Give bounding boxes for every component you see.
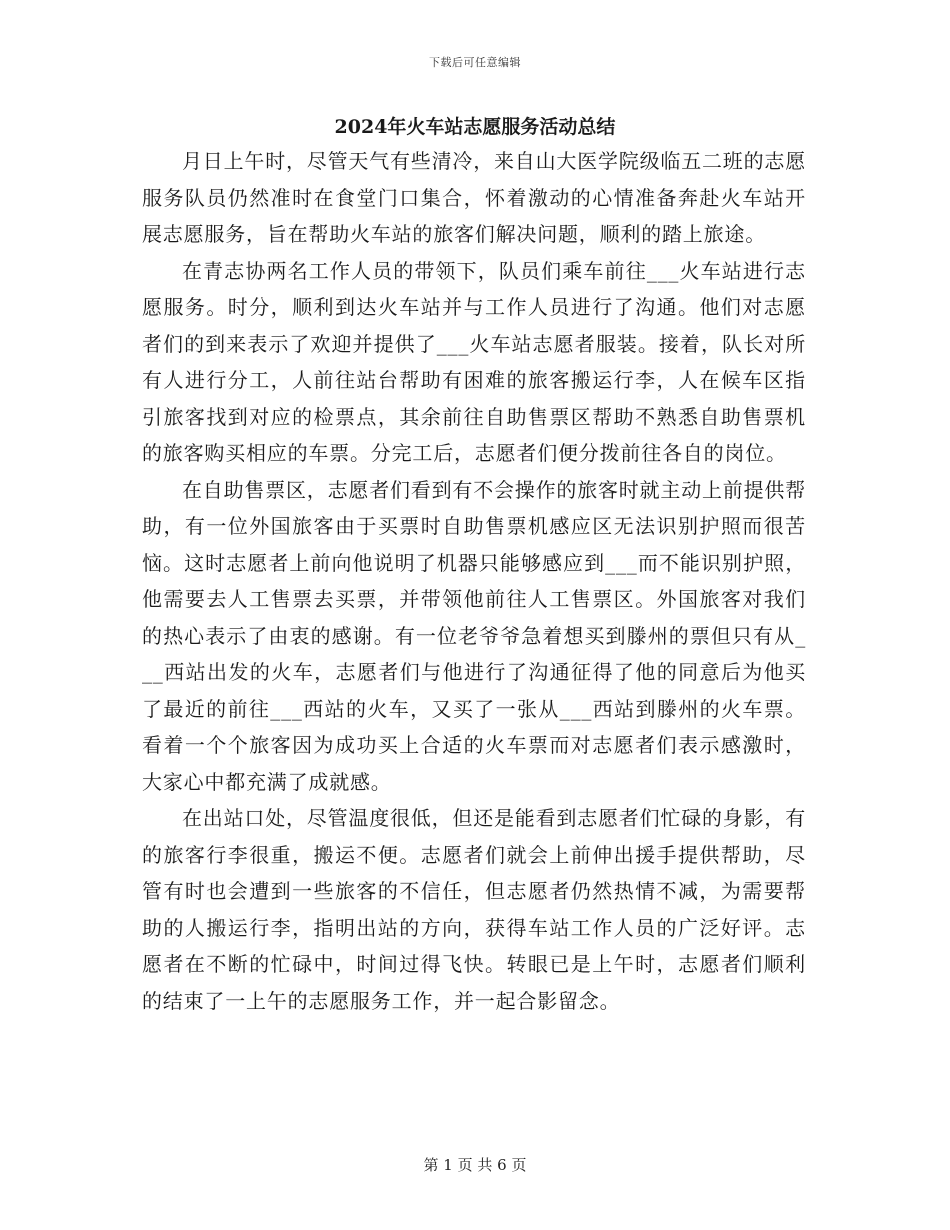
page-number: 第 1 页 共 6 页	[423, 1156, 527, 1174]
paragraph-1: 月日上午时，尽管天气有些清冷，来自山大医学院级临五二班的志愿服务队员仍然准时在食堂门口集合，怀着激动的心情准备奔赴火车站开展志愿服务，旨在帮助火车站的旅客们解决问题，顺利的踏上旅途。	[142, 149, 806, 246]
header-note: 下载后可任意编辑	[429, 56, 521, 69]
document-title: 2024年火车站志愿服务活动总结	[334, 116, 616, 138]
paragraph-2: 在青志协两名工作人员的带领下，队员们乘车前往___火车站进行志愿服务。时分，顺利到达火车站并与工作人员进行了沟通。他们对志愿者们的到来表示了欢迎并提供了___火车站志愿者服装。接着，队长对所有人进行分工，人前往站台帮助有困难的旅客搬运行李，人在候车区指引旅客找到对应的检票点，其余前往自助售票区帮助不熟悉自助售票机的旅客购买相应的车票。分完工后，志愿者们便分拨前往各自的岗位。	[142, 258, 806, 465]
paragraph-4: 在出站口处，尽管温度很低，但还是能看到志愿者们忙碌的身影，有的旅客行李很重，搬运不便。志愿者们就会上前伸出援手提供帮助，尽管有时也会遭到一些旅客的不信任，但志愿者仍然热情不减，为需要帮助的人搬运行李，指明出站的方向，获得车站工作人员的广泛好评。志愿者在不断的忙碌中，时间过得飞快。转眼已是上午时，志愿者们顺利的结束了一上午的志愿服务工作，并一起合影留念。	[142, 806, 806, 1013]
document-body	[142, 143, 806, 1019]
paragraph-3: 在自助售票区，志愿者们看到有不会操作的旅客时就主动上前提供帮助，有一位外国旅客由于买票时自助售票机感应区无法识别护照而很苦恼。这时志愿者上前向他说明了机器只能够感应到___而不能识别护照，他需要去人工售票去买票，并带领他前往人工售票区。外国旅客对我们的热心表示了由衷的感谢。有一位老爷爷急着想买到滕州的票但只有从___西站出发的火车，志愿者们与他进行了沟通征得了他的同意后为他买了最近的前往___西站的火车，又买了一张从___西站到滕州的火车票。看着一个个旅客因为成功买上合适的火车票而对志愿者们表示感激时，大家心中都充满了成就感。	[142, 477, 806, 794]
